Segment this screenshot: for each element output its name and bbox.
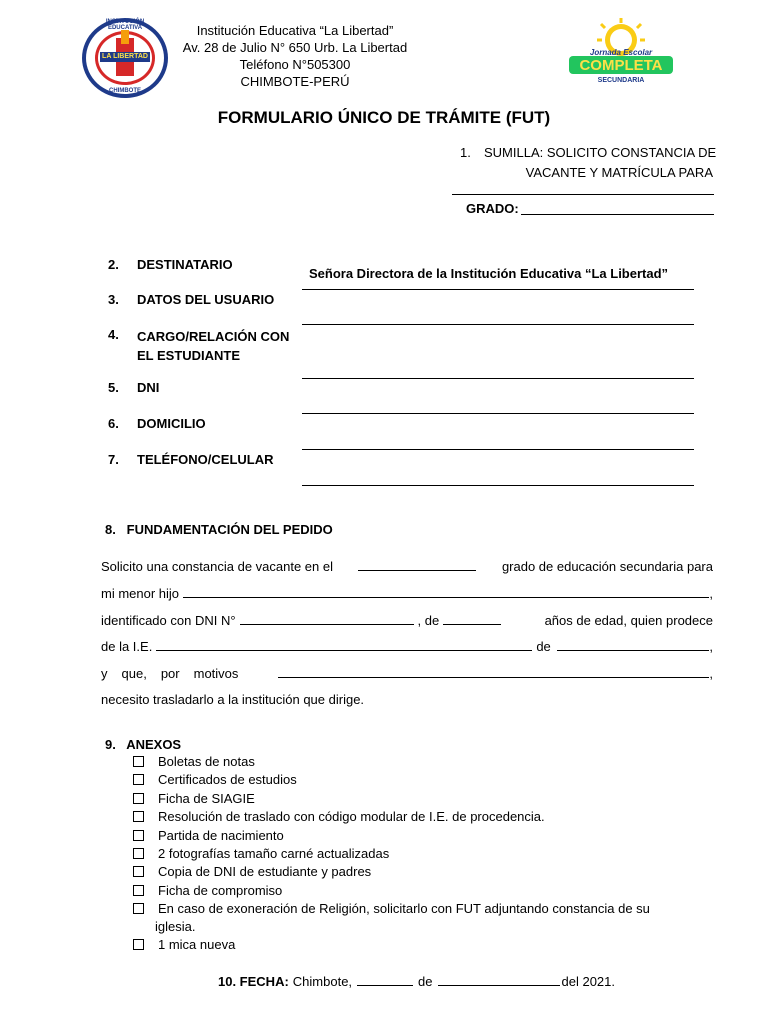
fund-line-2: mi menor hijo , <box>101 586 713 601</box>
annex-item-2: Certificados de estudios <box>133 772 297 787</box>
fundamentacion-heading: 8. FUNDAMENTACIÓN DEL PEDIDO <box>105 522 333 537</box>
annex-item-10: 1 mica nueva <box>133 937 235 952</box>
institution-address: Av. 28 de Julio N° 650 Urb. La Libertad <box>182 40 408 55</box>
field-label-datos-usuario: DATOS DEL USUARIO <box>137 292 275 307</box>
annex-item-7: Copia de DNI de estudiante y padres <box>133 864 371 879</box>
grado-label: GRADO: <box>466 201 519 216</box>
logo-line3: SECUNDARIA <box>597 77 645 84</box>
annex-item-5: Partida de nacimiento <box>133 828 284 843</box>
field-label-destinatario: DESTINATARIO <box>137 257 233 272</box>
domicilio-line[interactable] <box>302 449 694 450</box>
field-label-domicilio: DOMICILIO <box>137 416 206 431</box>
checkbox-fotografias[interactable] <box>133 848 144 859</box>
ie-blank[interactable] <box>156 638 532 651</box>
institution-phone: Teléfono N°505300 <box>239 57 351 72</box>
seal-top-text: INSTITUCIÓN EDUCATIVA <box>105 19 145 31</box>
sumilla-number: 1. <box>460 145 471 160</box>
sumilla-line1: SUMILLA: SOLICITO CONSTANCIA DE <box>484 145 717 160</box>
annex-item-1: Boletas de notas <box>133 754 255 769</box>
fund-line-3: identificado con DNI N° , de años de edad, quien prodece <box>101 613 713 628</box>
field-label-cargo-line1: CARGO/RELACIÓN CON <box>137 329 290 344</box>
fund-line-5: y que, por motivos , <box>101 666 713 681</box>
fecha-city: Chimbote, <box>292 974 353 989</box>
institution-seal <box>80 16 170 100</box>
checkbox-religion[interactable] <box>133 903 144 914</box>
checkbox-siagie[interactable] <box>133 793 144 804</box>
cargo-line[interactable] <box>302 378 694 379</box>
checkbox-mica[interactable] <box>133 939 144 950</box>
annex-item-9-continuation: iglesia. <box>155 919 196 934</box>
field-number-7: 7. <box>108 452 119 467</box>
annex-item-8: Ficha de compromiso <box>133 883 282 898</box>
grado-blank[interactable] <box>358 558 476 571</box>
fund-line-4: de la I.E. de , <box>101 639 713 654</box>
fund-line-6: necesito trasladarlo a la institución que dirige. <box>101 692 365 707</box>
telefono-line[interactable] <box>302 485 694 486</box>
dni-line[interactable] <box>302 413 694 414</box>
fecha-line <box>218 973 615 989</box>
jornada-completa-logo <box>565 18 677 90</box>
seal-center-text: LA LIBERTAD <box>102 53 148 60</box>
sumilla-block <box>460 143 720 183</box>
datos-usuario-line[interactable] <box>302 324 694 325</box>
checkbox-partida[interactable] <box>133 830 144 841</box>
field-label-dni: DNI <box>137 380 160 395</box>
fecha-day-blank[interactable] <box>357 973 413 986</box>
anexos-heading: 9. ANEXOS <box>105 737 182 752</box>
fecha-year: del 2021. <box>561 974 616 989</box>
field-number-5: 5. <box>108 380 119 395</box>
annex-item-6: 2 fotografías tamaño carné actualizadas <box>133 846 389 861</box>
logo-line1: Jornada Escolar <box>589 48 653 57</box>
institution-city: CHIMBOTE-PERÚ <box>240 74 350 89</box>
field-number-2: 2. <box>108 257 119 272</box>
field-number-3: 3. <box>108 292 119 307</box>
destinatario-value[interactable]: Señora Directora de la Institución Educativa “La Libertad” <box>309 266 669 281</box>
sumilla-line2: VACANTE Y MATRÍCULA PARA <box>525 165 713 180</box>
fund-line-1: Solicito una constancia de vacante en el grado de educación secundaria para <box>101 559 713 574</box>
hijo-blank[interactable] <box>183 585 709 598</box>
grado-blank-line[interactable] <box>521 214 714 215</box>
checkbox-boletas[interactable] <box>133 756 144 767</box>
fecha-label: 10. FECHA: <box>218 974 289 989</box>
fecha-de: de <box>418 974 433 989</box>
edad-blank[interactable] <box>443 612 501 625</box>
page-title: FORMULARIO ÚNICO DE TRÁMITE (FUT) <box>217 108 551 127</box>
checkbox-certificados[interactable] <box>133 774 144 785</box>
annex-item-9: En caso de exoneración de Religión, solicitarlo con FUT adjuntando constancia de su <box>133 901 650 916</box>
logo-line2: COMPLETA <box>579 57 663 74</box>
checkbox-compromiso[interactable] <box>133 885 144 896</box>
checkbox-copia-dni[interactable] <box>133 866 144 877</box>
destinatario-line[interactable] <box>302 289 694 290</box>
annex-item-4: Resolución de traslado con código modular de I.E. de procedencia. <box>133 809 545 824</box>
motivos-blank[interactable] <box>278 665 709 678</box>
seal-bottom-text: CHIMBOTE <box>109 88 141 94</box>
annex-item-3: Ficha de SIAGIE <box>133 791 255 806</box>
checkbox-resolucion[interactable] <box>133 811 144 822</box>
lugar-blank[interactable] <box>557 638 710 651</box>
sumilla-blank-line[interactable] <box>452 194 714 195</box>
field-number-4: 4. <box>108 327 119 342</box>
field-number-6: 6. <box>108 416 119 431</box>
dni-blank[interactable] <box>240 612 414 625</box>
field-label-cargo <box>137 327 289 365</box>
field-label-telefono: TELÉFONO/CELULAR <box>137 452 274 467</box>
institution-name: Institución Educativa “La Libertad” <box>196 23 394 38</box>
field-label-cargo-line2: EL ESTUDIANTE <box>137 348 241 363</box>
header-block <box>180 22 410 90</box>
fecha-month-blank[interactable] <box>438 973 560 986</box>
